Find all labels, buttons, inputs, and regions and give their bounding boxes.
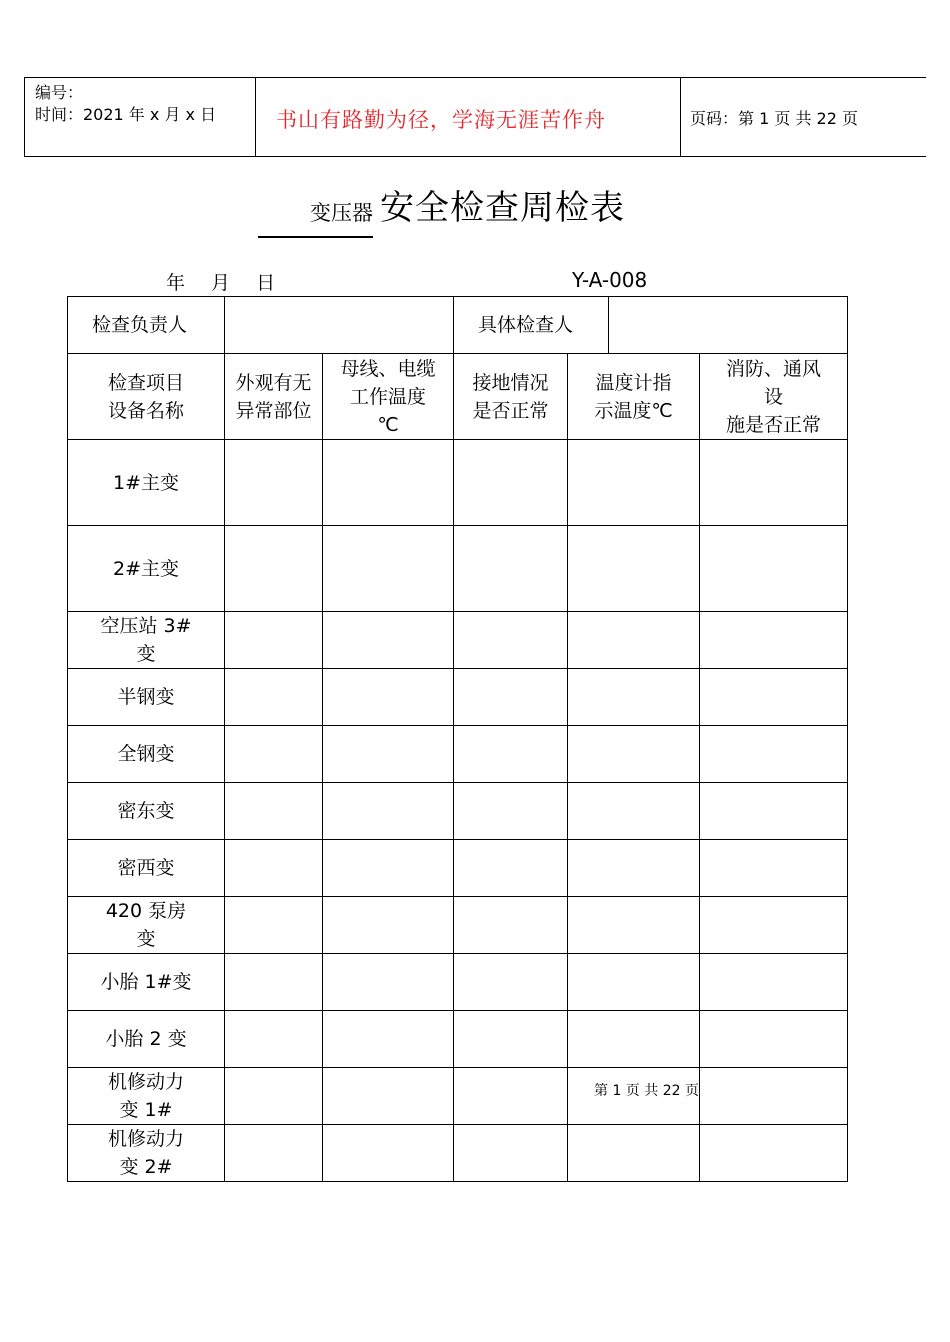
inspection-cell[interactable] <box>700 783 848 840</box>
inspection-cell[interactable] <box>700 440 848 526</box>
inspection-cell[interactable] <box>568 783 700 840</box>
inspection-cell[interactable] <box>323 954 454 1011</box>
inspection-cell[interactable] <box>700 1068 848 1125</box>
inspection-cell[interactable] <box>323 1125 454 1182</box>
header-box <box>24 77 926 157</box>
inspection-cell[interactable] <box>454 1068 568 1125</box>
inspection-cell[interactable] <box>323 1011 454 1068</box>
checker-value-cell[interactable] <box>609 297 848 354</box>
inspection-cell[interactable] <box>454 783 568 840</box>
inspection-cell[interactable] <box>225 526 323 612</box>
inspection-cell[interactable] <box>323 1068 454 1125</box>
inspection-cell[interactable] <box>454 954 568 1011</box>
inspection-cell[interactable] <box>225 897 323 954</box>
header-page-cell <box>680 78 926 156</box>
inspection-cell[interactable] <box>225 840 323 897</box>
inspection-cell[interactable] <box>225 726 323 783</box>
inspection-cell[interactable] <box>700 669 848 726</box>
inspection-cell[interactable] <box>454 612 568 669</box>
inspection-cell[interactable] <box>568 840 700 897</box>
inspection-cell[interactable] <box>323 669 454 726</box>
inspection-cell[interactable] <box>568 954 700 1011</box>
equipment-name-cell: 420 泵房 变 <box>68 897 225 954</box>
inspection-cell[interactable] <box>700 954 848 1011</box>
inspection-cell[interactable] <box>225 954 323 1011</box>
equipment-name-cell: 密东变 <box>68 783 225 840</box>
inspection-table <box>67 296 848 1182</box>
table-row <box>68 440 848 526</box>
inspection-cell[interactable] <box>568 897 700 954</box>
column-header: 外观有无 异常部位 <box>225 354 323 440</box>
page-title: 安全检查周检表 <box>380 188 625 228</box>
table-row <box>68 1068 848 1125</box>
equipment-name-cell: 机修动力 变 2# <box>68 1125 225 1182</box>
inspection-cell[interactable] <box>568 726 700 783</box>
inspection-cell[interactable] <box>454 526 568 612</box>
date-line: 年 月 日 <box>166 272 276 294</box>
inspection-cell[interactable] <box>323 726 454 783</box>
table-row <box>68 726 848 783</box>
inspection-cell[interactable] <box>323 526 454 612</box>
motto-text: 书山有路勤为径，学海无涯苦作舟 <box>276 108 606 132</box>
equipment-name-cell: 半钢变 <box>68 669 225 726</box>
inspection-cell[interactable] <box>225 1068 323 1125</box>
inspector-value-cell[interactable] <box>225 297 454 354</box>
table-row <box>68 669 848 726</box>
form-code: Y-A-008 <box>572 268 648 292</box>
inspection-cell[interactable] <box>454 440 568 526</box>
column-header: 接地情况 是否正常 <box>454 354 568 440</box>
inspection-cell[interactable] <box>568 612 700 669</box>
inspection-cell[interactable] <box>323 840 454 897</box>
inspection-cell[interactable] <box>568 440 700 526</box>
column-header: 检查项目 设备名称 <box>68 354 225 440</box>
footer-page-number: 第 1 页 共 22 页 <box>594 1083 699 1099</box>
inspection-cell[interactable] <box>225 669 323 726</box>
header-motto-cell <box>254 78 681 156</box>
inspection-cell[interactable] <box>454 897 568 954</box>
inspection-cell[interactable] <box>568 526 700 612</box>
table-row <box>68 612 848 669</box>
table-row <box>68 1125 848 1182</box>
inspection-cell[interactable] <box>225 783 323 840</box>
inspection-cell[interactable] <box>700 726 848 783</box>
document-time-label: 时间：2021 年 x 月 x 日 <box>35 105 217 124</box>
inspection-cell[interactable] <box>225 1011 323 1068</box>
checker-label: 具体检查人 <box>454 297 609 354</box>
table-row <box>68 1011 848 1068</box>
inspection-cell[interactable] <box>700 612 848 669</box>
table-row <box>68 897 848 954</box>
equipment-name-cell: 小胎 1#变 <box>68 954 225 1011</box>
inspection-cell[interactable] <box>700 897 848 954</box>
inspection-cell[interactable] <box>454 726 568 783</box>
inspection-cell[interactable] <box>323 612 454 669</box>
table-row <box>68 840 848 897</box>
inspection-cell[interactable] <box>568 669 700 726</box>
inspection-cell[interactable] <box>454 1011 568 1068</box>
inspection-cell[interactable] <box>700 840 848 897</box>
table-row <box>68 783 848 840</box>
column-header-row <box>68 354 848 440</box>
equipment-name-cell: 小胎 2 变 <box>68 1011 225 1068</box>
inspection-cell[interactable] <box>700 526 848 612</box>
equipment-name-cell: 密西变 <box>68 840 225 897</box>
inspection-cell[interactable] <box>454 840 568 897</box>
inspection-cell[interactable] <box>323 440 454 526</box>
inspector-label: 检查负责人 <box>68 297 225 354</box>
inspection-cell[interactable] <box>568 1011 700 1068</box>
page-number-label: 页码：第 1 页 共 22 页 <box>690 109 858 128</box>
equipment-name-cell: 机修动力 变 1# <box>68 1068 225 1125</box>
title-prefix: 变压器 <box>258 194 373 238</box>
inspection-cell[interactable] <box>323 897 454 954</box>
inspection-cell[interactable] <box>568 1125 700 1182</box>
table-row <box>68 954 848 1011</box>
inspection-cell[interactable] <box>225 440 323 526</box>
equipment-name-cell: 全钢变 <box>68 726 225 783</box>
inspection-cell[interactable] <box>323 783 454 840</box>
header-info-cell <box>24 78 256 156</box>
inspection-cell[interactable] <box>700 1125 848 1182</box>
equipment-name-cell: 空压站 3# 变 <box>68 612 225 669</box>
inspection-cell[interactable] <box>454 1125 568 1182</box>
inspection-cell[interactable] <box>454 669 568 726</box>
equipment-name-cell: 2#主变 <box>68 526 225 612</box>
inspector-row <box>68 297 848 354</box>
column-header: 温度计指 示温度℃ <box>568 354 700 440</box>
equipment-name-cell: 1#主变 <box>68 440 225 526</box>
inspection-cell[interactable] <box>225 612 323 669</box>
column-header: 消防、通风 设 施是否正常 <box>700 354 848 440</box>
inspection-cell[interactable] <box>225 1125 323 1182</box>
column-header: 母线、电缆 工作温度 ℃ <box>323 354 454 440</box>
table-row <box>68 526 848 612</box>
document-number-label: 编号： <box>35 83 84 102</box>
inspection-cell[interactable] <box>700 1011 848 1068</box>
